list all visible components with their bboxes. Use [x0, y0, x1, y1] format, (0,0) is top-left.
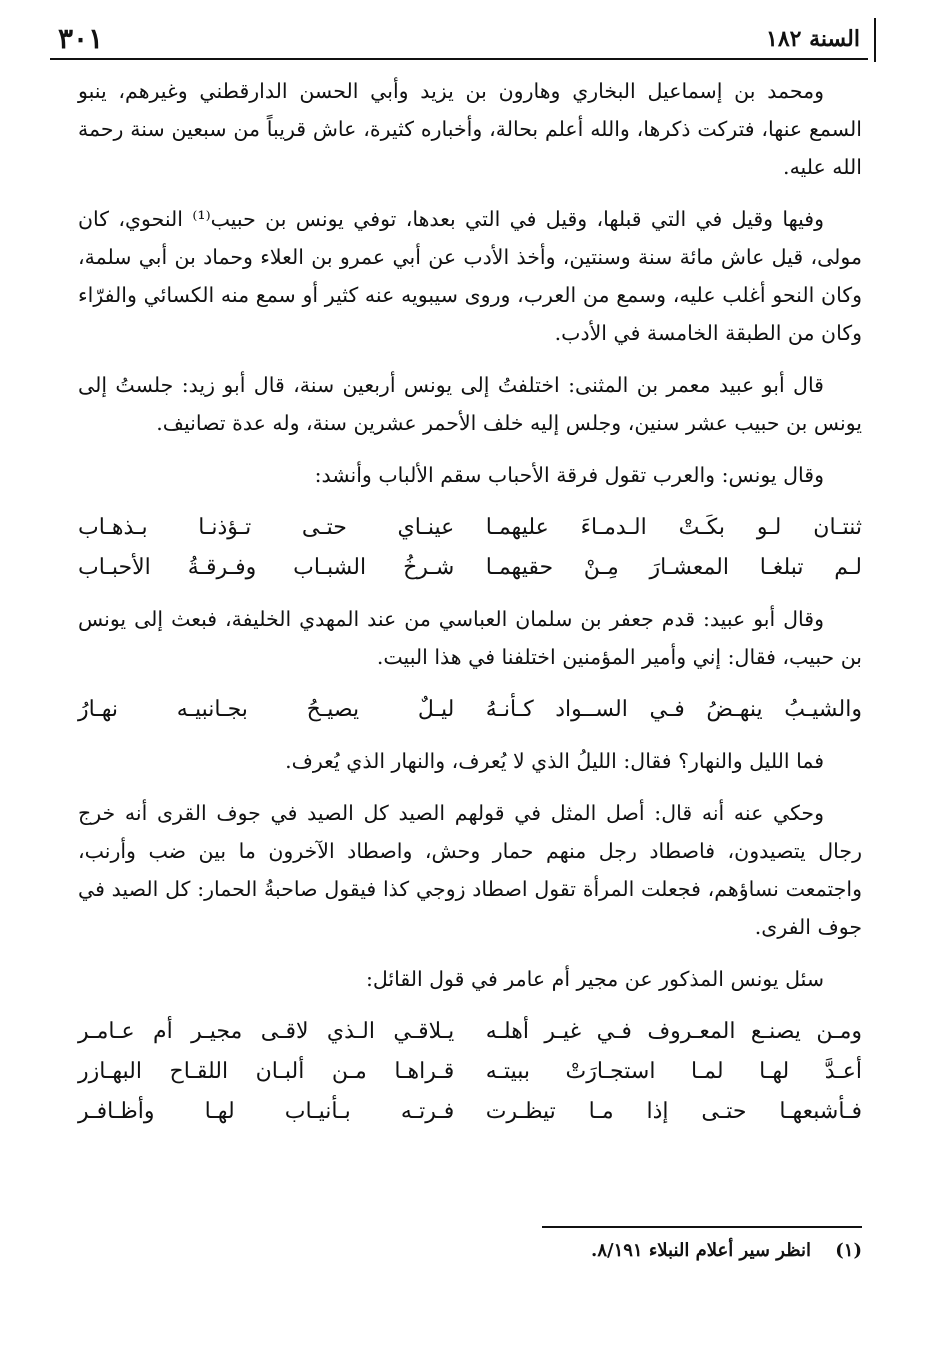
- verse-line: [78, 1012, 862, 1052]
- verse-first-hemistich: ومـن يصنـع المعـروف فـي غيـر أهلـه: [485, 1019, 862, 1044]
- paragraph: وحكي عنه أنه قال: أصل المثل في قولهم الصيد كل الصيد في جوف القرى أنه خرج رجال يتصيدون، فاصطاد رجل منهم حمار وحش، واصطاد الآخرون ما بين ضب وأرنب، واجتمعت نساؤهم، فجعلت المرأة تقول اصطاد زوجي كذا فيقول صاحبةُ الحمار: كل الصيد في جوف الفرى.: [78, 801, 862, 939]
- paragraph: وفيها وقيل في التي قبلها، وقيل في التي بعدها، توفي يونس بن حبيب⁽¹⁾ النحوي، كان مولى، قيل عاش مائة سنة وسنتين، وأخذ الأدب عن أبي عمرو بن العلاء وحماد بن أبي سلمة، وكان النحو أغلب عليه، وسمع من العرب، وروى سيبويه عنه كثير أو سمع منه الكسائي والفرّاء وكان من الطبقة الخامسة في الأدب.: [78, 207, 862, 345]
- verse-second-hemistich: عينـاي حتـى تـؤذنـا بـذهـاب: [78, 515, 455, 540]
- verse-first-hemistich: أعـدَّ لهـا لمـا استجـارَتْ ببيتـه: [485, 1059, 862, 1084]
- paragraph: ومحمد بن إسماعيل البخاري وهارون بن يزيد وأبي الحسن الدارقطني وغيرهم، ينبو السمع عنها، فتركت ذكرها، والله أعلم بحالة، وأخباره كثيرة، عاش قريباً من سبعين سنة رحمة الله عليه.: [78, 79, 862, 179]
- verse-line: [78, 548, 862, 588]
- footnote-number: (١): [835, 1240, 862, 1261]
- paragraph: سئل يونس المذكور عن مجير أم عامر في قول القائل:: [365, 967, 824, 991]
- verse-second-hemistich: يـلاقـي الـذي لاقـى مجيـر أم عـامـر: [78, 1019, 455, 1044]
- page-header: [50, 22, 868, 60]
- paragraph: قال أبو عبيد معمر بن المثنى: اختلفتُ إلى يونس أربعين سنة، قال أبو زيد: جلستُ إلى يونس بن حبيب عشر سنين، وجلس إليه خلف الأحمر عشرين سنة، وله عدة تصانيف.: [78, 373, 862, 435]
- verse-first-hemistich: ثنتـان لـو بكَـتْ الـدمـاءَ عليهمـا: [485, 515, 862, 540]
- paragraph: فما الليل والنهار؟ فقال: الليلُ الذي لا يُعرف، والنهار الذي يُعرف.: [285, 749, 824, 773]
- footnote-divider: [542, 1226, 862, 1228]
- verse-first-hemistich: فـأشبعهـا حتـى إذا مـا تيظـرت: [485, 1099, 862, 1124]
- poem-block: [78, 508, 862, 588]
- verse-first-hemistich: لـم تبلغـا المعشـارَ مِـنْ حقيهمـا: [485, 555, 862, 580]
- verse-first-hemistich: والشيـبُ ينهـضُ فـي الســواد كـأنـهُ: [485, 697, 862, 722]
- paragraph: وقال يونس: والعرب تقول فرقة الأحباب سقم الألباب وأنشد:: [314, 463, 824, 487]
- page-number: ٣٠١: [58, 22, 104, 55]
- poem-block: [78, 690, 862, 730]
- header-side-rule: [874, 18, 876, 62]
- footnote: [78, 1240, 862, 1261]
- running-title: السنة ١٨٢: [766, 26, 860, 52]
- verse-second-hemistich: فـرتـه بـأنيـاب لهـا وأظـافـر: [78, 1099, 455, 1124]
- verse-line: [78, 1092, 862, 1132]
- verse-second-hemistich: ليـلٌ يصيـحُ بجـانبيـه نهـارُ: [78, 697, 455, 722]
- footnote-text: انظر سير أعلام النبلاء ٨/١٩١.: [591, 1240, 811, 1261]
- verse-second-hemistich: شـرخُ الشبـاب وفـرقـةُ الأحبـاب: [78, 555, 455, 580]
- verse-second-hemistich: قـراهـا مـن ألبـان اللقـاح البهـازر: [78, 1059, 455, 1084]
- page-body: [78, 72, 862, 1144]
- verse-line: [78, 1052, 862, 1092]
- verse-line: [78, 690, 862, 730]
- paragraph: وقال أبو عبيد: قدم جعفر بن سلمان العباسي من عند المهدي الخليفة، فبعث إلى يونس بن حبيب، فقال: إني وأمير المؤمنين اختلفنا في هذا البيت.: [78, 607, 862, 669]
- verse-line: [78, 508, 862, 548]
- poem-block: [78, 1012, 862, 1132]
